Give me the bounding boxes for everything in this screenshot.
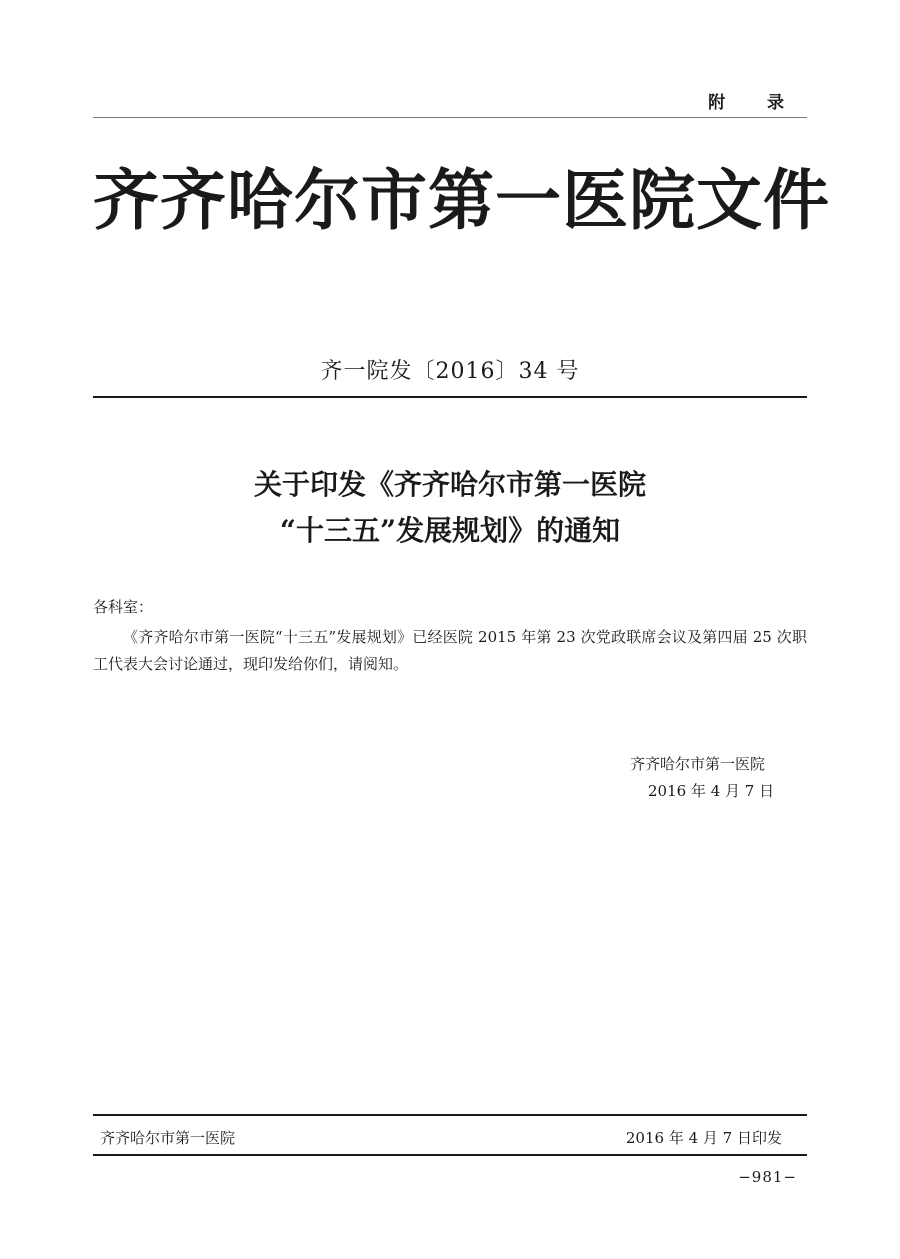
- footer-divider-bottom: [93, 1154, 807, 1156]
- notice-title-line-1: 关于印发《齐齐哈尔市第一医院: [253, 468, 646, 501]
- footer-issue-date: 2016 年 4 月 7 日印发: [625, 1129, 782, 1147]
- footer-issuer: 齐齐哈尔市第一医院: [100, 1129, 236, 1147]
- document-number: 齐一院发〔2016〕34 号: [320, 359, 580, 384]
- signature-date: 2016 年 4 月 7 日: [648, 782, 775, 800]
- footer-divider-top: [93, 1114, 807, 1116]
- signature-block: [560, 751, 830, 805]
- running-header: 附 录: [708, 93, 802, 113]
- notice-title-line-2: “十三五”发展规划》的通知: [279, 514, 621, 547]
- document-header: 齐齐哈尔市第一医院文件: [93, 161, 830, 239]
- body-paragraph: 《齐齐哈尔市第一医院“十三五”发展规划》已经医院 2015 年第 23 次党政联席会议及第四届 25 次职工代表大会讨论通过，现印发给你们，请阅知。: [93, 628, 808, 673]
- signature-organization: 齐齐哈尔市第一医院: [630, 755, 766, 773]
- page-number: −981−: [738, 1168, 797, 1186]
- salutation: 各科室：: [93, 598, 154, 616]
- header-divider: [93, 117, 807, 118]
- document-number-divider: [93, 396, 807, 398]
- notice-title: [93, 462, 807, 554]
